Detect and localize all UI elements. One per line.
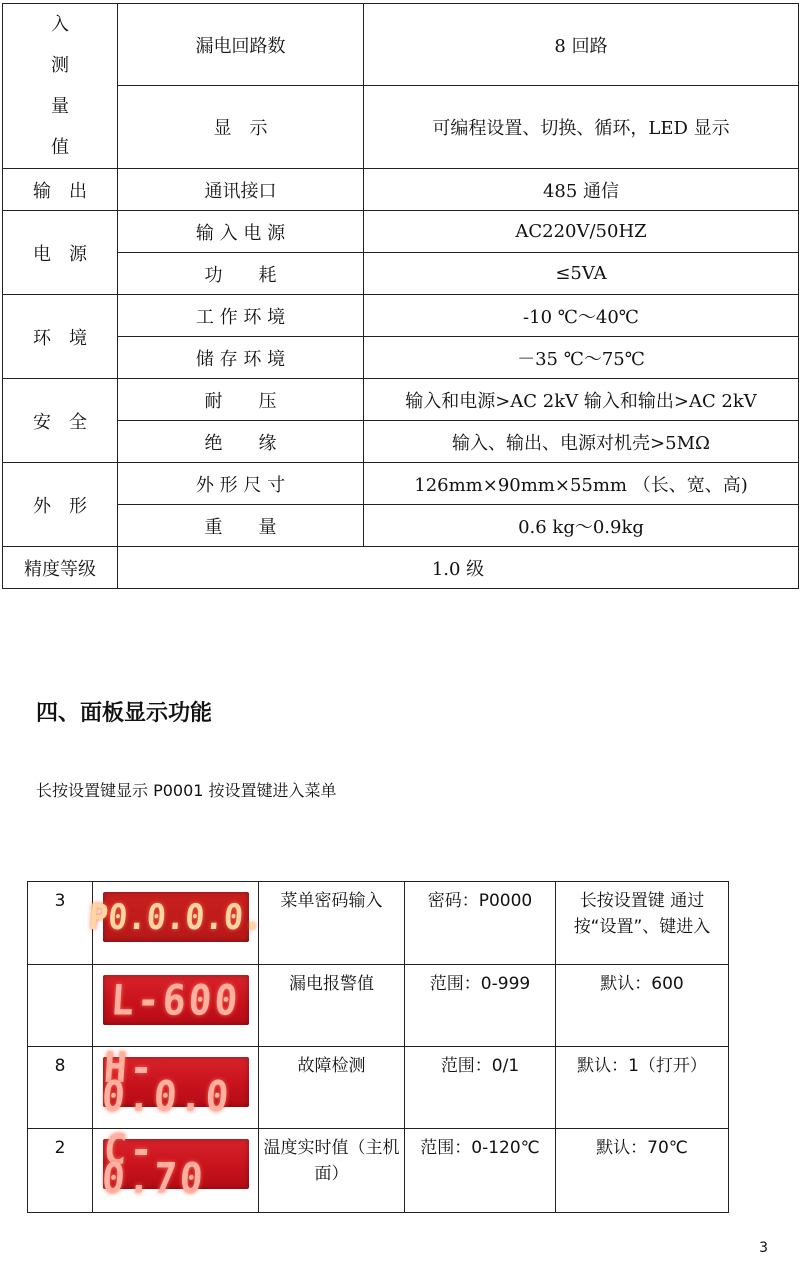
value-cell: 485 通信 <box>364 169 799 211</box>
value-cell: 可编程设置、切换、循环，LED 显示 <box>364 86 799 169</box>
value-cell: 8 回路 <box>364 4 799 86</box>
category-cell: 输 出 <box>3 169 118 211</box>
value-cell: 输入、输出、电源对机壳>5MΩ <box>364 421 799 463</box>
row-index: 3 <box>28 882 93 965</box>
input-char: 值 <box>51 137 69 158</box>
param-cell: 工 作 环 境 <box>118 295 364 337</box>
value-cell: －35 ℃～75℃ <box>364 337 799 379</box>
category-cell: 电 源 <box>3 211 118 295</box>
led-digits: P0.0.0.0. <box>87 896 265 938</box>
value-cell: 输入和电源>AC 2kV 输入和输出>AC 2kV <box>364 379 799 421</box>
category-cell-input <box>3 4 118 169</box>
category-cell: 环 境 <box>3 295 118 379</box>
param-name: 菜单密码输入 <box>259 882 405 965</box>
table-row <box>28 965 729 1047</box>
category-cell: 精度等级 <box>3 547 118 589</box>
led-display-cell <box>93 1043 259 1129</box>
param-range: 范围：0-120℃ <box>405 1129 556 1213</box>
input-char: 量 <box>51 96 69 117</box>
value-cell: -10 ℃～40℃ <box>364 295 799 337</box>
input-char: 测 <box>51 55 69 76</box>
value-cell: AC220V/50HZ <box>364 211 799 253</box>
param-cell: 重 量 <box>118 505 364 547</box>
param-cell: 储 存 环 境 <box>118 337 364 379</box>
led-display-cell <box>87 882 265 965</box>
value-cell: 1.0 级 <box>118 547 799 589</box>
param-name: 温度实时值（主机面） <box>259 1129 405 1213</box>
section-heading: 四、面板显示功能 <box>36 701 213 726</box>
param-default: 默认：600 <box>556 965 729 1047</box>
panel-display-table <box>27 881 729 1213</box>
row-index: 8 <box>28 1047 93 1129</box>
param-cell: 耐 压 <box>118 379 364 421</box>
spec-table <box>2 3 799 589</box>
param-cell: 功 耗 <box>118 253 364 295</box>
table-row <box>28 1047 729 1129</box>
param-name: 漏电报警值 <box>259 965 405 1047</box>
param-default: 默认：70℃ <box>556 1129 729 1213</box>
param-name: 故障检测 <box>259 1047 405 1129</box>
row-index <box>28 965 93 1047</box>
table-row <box>28 1129 729 1213</box>
input-char: 入 <box>51 14 69 35</box>
led-display <box>87 892 265 942</box>
param-default: 长按设置键 通过按“设置”、键进入 <box>556 882 729 965</box>
param-range: 范围：0/1 <box>405 1047 556 1129</box>
param-default: 默认：1（打开） <box>556 1047 729 1129</box>
table-row <box>28 882 729 965</box>
intro-text: 长按设置键显示 P0001 按设置键进入菜单 <box>36 781 337 800</box>
row-index: 2 <box>28 1129 93 1213</box>
led-digits: H-0.0.0 <box>100 1043 234 1121</box>
param-cell: 外 形 尺 寸 <box>118 463 364 505</box>
param-cell: 绝 缘 <box>118 421 364 463</box>
value-cell: 126mm×90mm×55mm （长、宽、高) <box>364 463 799 505</box>
param-cell: 输 入 电 源 <box>118 211 364 253</box>
param-cell: 通讯接口 <box>118 169 364 211</box>
led-display <box>103 975 249 1025</box>
led-digits: L-600 <box>109 975 243 1025</box>
led-display-cell <box>93 1125 259 1213</box>
param-range: 密码：P0000 <box>405 882 556 965</box>
category-cell: 外 形 <box>3 463 118 547</box>
param-range: 范围：0-999 <box>405 965 556 1047</box>
category-cell: 安 全 <box>3 379 118 463</box>
param-cell: 漏电回路数 <box>118 4 364 86</box>
value-cell: ≤5VA <box>364 253 799 295</box>
led-display <box>100 1125 249 1203</box>
led-display <box>100 1043 249 1121</box>
value-cell: 0.6 kg～0.9kg <box>364 505 799 547</box>
led-display-cell <box>93 965 259 1047</box>
led-digits: C-0.70 <box>100 1125 208 1203</box>
page-number: 3 <box>759 1240 768 1256</box>
param-cell: 显 示 <box>118 86 364 169</box>
